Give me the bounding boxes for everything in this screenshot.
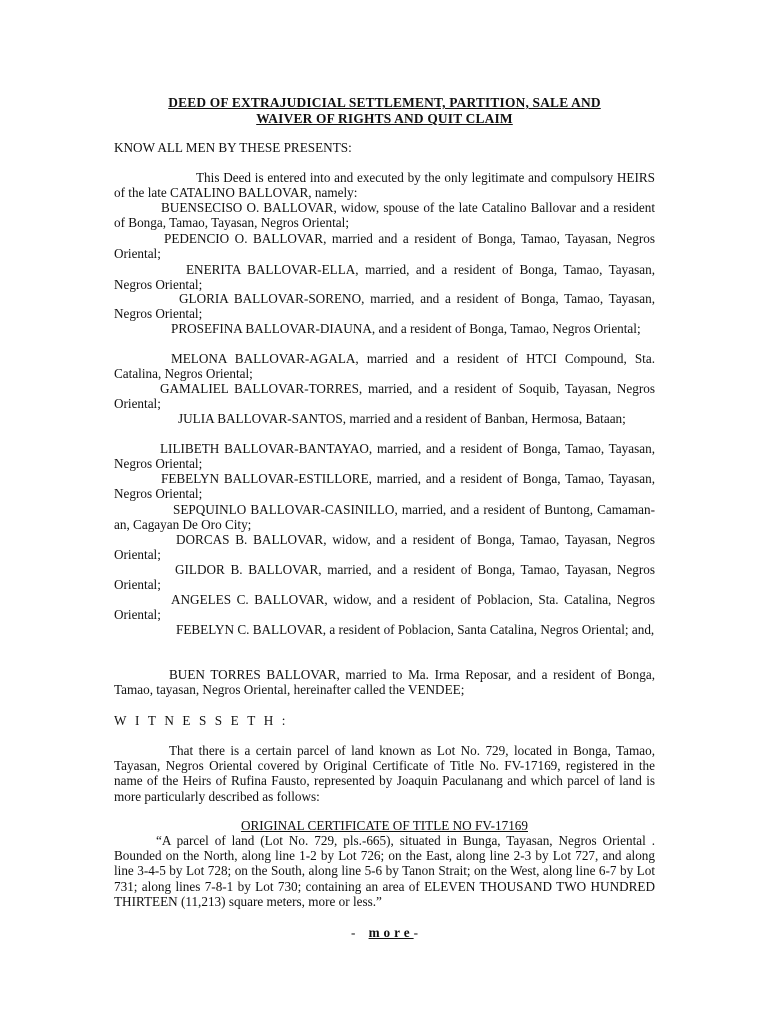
heir-entry: GILDOR B. BALLOVAR, married, and a resident of Bonga, Tamao, Tayasan, Negros Oriental; [114,562,655,593]
document-title-line-1: DEED OF EXTRAJUDICIAL SETTLEMENT, PARTITION, SALE AND [168,95,601,110]
continuation-marker [114,925,655,941]
heir-entry: DORCAS B. BALLOVAR, widow, and a resident of Bonga, Tamao, Tayasan, Negros Oriental; [114,532,655,563]
heir-entry: ANGELES C. BALLOVAR, widow, and a resident of Poblacion, Sta. Catalina, Negros Oriental; [114,592,655,623]
continuation-dash-right: - [413,925,419,940]
heir-entry: FEBELYN BALLOVAR-ESTILLORE, married, and a resident of Bonga, Tamao, Tayasan, Negros Oriental; [114,471,655,502]
heir-entry: GLORIA BALLOVAR-SORENO, married, and a resident of Bonga, Tamao, Tayasan, Negros Oriental; [114,291,655,322]
heir-entry: BUENSECISO O. BALLOVAR, widow, spouse of the late Catalino Ballovar and a resident of Bonga, Tamao, Tayasan, Negros Oriental; [114,200,655,231]
heir-entry: LILIBETH BALLOVAR-BANTAYAO, married, and a resident of Bonga, Tamao, Tayasan, Negros Oriental; [114,441,655,472]
continuation-word: more [368,925,414,940]
heir-entry: JULIA BALLOVAR-SANTOS, married and a resident of Banban, Hermosa, Bataan; [178,411,626,426]
heir-entry: FEBELYN C. BALLOVAR, a resident of Poblacion, Santa Catalina, Negros Oriental; and, [176,622,655,637]
continuation-dash-left: - [350,925,356,940]
land-description-paragraph: That there is a certain parcel of land known as Lot No. 729, located in Bonga, Tamao, Tayasan, Negros Oriental covered by Original Certificate of Title No. FV-17169, registered in the name of the Heirs of Rufina Fausto, represented by Joaquin Paculanang and which parcel of land is more particularly described as follows: [114,743,655,804]
document-title-line-2: WAIVER OF RIGHTS AND QUIT CLAIM [256,111,513,126]
heir-entry: PEDENCIO O. BALLOVAR, married and a resident of Bonga, Tamao, Tayasan, Negros Oriental; [114,231,655,262]
opening-statement: KNOW ALL MEN BY THESE PRESENTS: [114,140,352,155]
technical-description: “A parcel of land (Lot No. 729, pls.-665), situated in Bunga, Tayasan, Negros Oriental . Bounded on the North, along line 1-2 by Lot 726; on the East, along line 2-3 by Lot 727, and along line 3-4-5 by Lot 728; on the South, along line 5-6 by Tanon Strait; on the West, along line 6-7 by Lot 731; along lines 7-8-1 by Lot 730; containing an area of ELEVEN THOUSAND TWO HUNDRED THIRTEEN (11,213) square meters, more or less.” [114,833,655,909]
vendee-paragraph: BUEN TORRES BALLOVAR, married to Ma. Irma Reposar, and a resident of Bonga, Tamao, tayasan, Negros Oriental, hereinafter called the VENDEE; [114,667,655,698]
heir-entry: GAMALIEL BALLOVAR-TORRES, married, and a resident of Soquib, Tayasan, Negros Oriental; [114,381,655,412]
witnesseth-heading: WITNESSETH: [114,713,294,728]
heir-entry: MELONA BALLOVAR-AGALA, married and a resident of HTCI Compound, Sta. Catalina, Negros Oriental; [114,351,655,382]
heir-entry: ENERITA BALLOVAR-ELLA, married, and a resident of Bonga, Tamao, Tayasan, Negros Oriental; [114,262,655,293]
heir-entry: SEPQUINLO BALLOVAR-CASINILLO, married, and a resident of Buntong, Camaman-an, Cagayan De Oro City; [114,502,655,533]
intro-paragraph: This Deed is entered into and executed by the only legitimate and compulsory HEIRS of the late CATALINO BALLOVAR, namely: [114,170,655,201]
heir-entry: PROSEFINA BALLOVAR-DIAUNA, and a resident of Bonga, Tamao, Negros Oriental; [171,321,641,336]
certificate-title-heading: ORIGINAL CERTIFICATE OF TITLE NO FV-17169 [240,818,528,833]
